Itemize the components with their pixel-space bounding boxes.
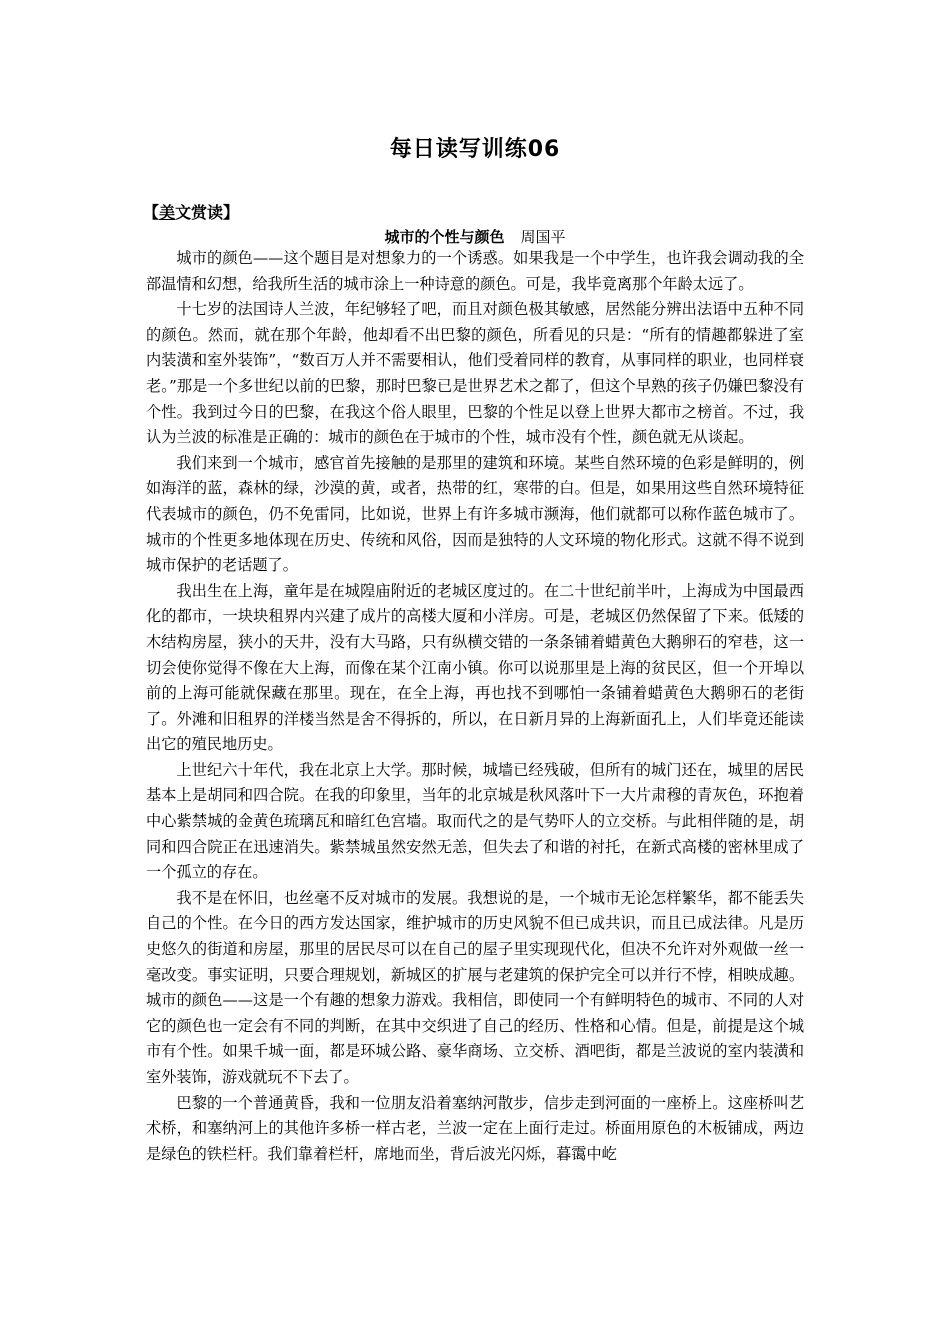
- document-title: 每日读写训练06: [389, 137, 561, 162]
- article-body: [146, 246, 804, 1167]
- paragraph: 我们来到一个城市，感官首先接触的是那里的建筑和环境。某些自然环境的色彩是鲜明的，例如海洋的蓝，森林的绿，沙漠的黄，或者，热带的红，寒带的白。但是，如果用这些自然环境特征代表城市的颜色，仍不免雷同，比如说，世界上有许多城市濒海，他们就都可以称作蓝色城市了。城市的个性更多地体现在历史、传统和风俗，因而是独特的人文环境的物化形式。这就不得不说到城市保护的老话题了。: [146, 453, 804, 575]
- section-label-mark: 美: [159, 203, 176, 222]
- paragraph: 城市的颜色——这个题目是对想象力的一个诱惑。如果我是一个中学生，也许我会调动我的全部温情和幻想，给我所生活的城市涂上一种诗意的颜色。可是，我毕竟离那个年龄太远了。: [146, 249, 804, 293]
- article-heading: [0, 226, 950, 247]
- paragraph: 我出生在上海，童年是在城隍庙附近的老城区度过的。在二十世纪前半叶，上海成为中国最西化的都市，一块块租界内兴建了成片的高楼大厦和小洋房。可是，老城区仍然保留了下来。低矮的木结构房屋，狭小的天井，没有大马路，只有纵横交错的一条条铺着蜡黄色大鹅卵石的窄巷，这一切会使你觉得不像在大上海，而像在某个江南小镇。你可以说那里是上海的贫民区，但一个开埠以前的上海可能就保藏在那里。现在，在全上海，再也找不到哪怕一条铺着蜡黄色大鹅卵石的老街了。外滩和旧租界的洋楼当然是舍不得拆的，所以，在日新月异的上海新面孔上，人们毕竟还能读出它的殖民地历史。: [146, 581, 804, 754]
- paragraph: 我不是在怀旧，也丝毫不反对城市的发展。我想说的是，一个城市无论怎样繁华，都不能丢失自己的个性。在今日的西方发达国家，维护城市的历史风貌不但已成共识，而且已成法律。凡是历史悠久的街道和房屋，那里的居民尽可以在自己的屋子里实现现代化，但决不允许对外观做一丝一毫改变。事实证明，只要合理规划，新城区的扩展与老建筑的保护完全可以并行不悖，相映成趣。城市的颜色——这是一个有趣的想象力游戏。我相信，即使同一个有鲜明特色的城市、不同的人对它的颜色也一定会有不同的判断，在其中交织进了自己的经历、性格和心情。但是，前提是这个城市有个性。如果千城一面，都是环城公路、豪华商场、立交桥、酒吧街，都是兰波说的室内装潢和室外装饰，游戏就玩不下去了。: [146, 888, 804, 1086]
- paragraph: 上世纪六十年代，我在北京上大学。那时候，城墙已经残破，但所有的城门还在，城里的居民基本上是胡同和四合院。在我的印象里，当年的北京城是秋风落叶下一大片肃穆的青灰色，环抱着中心紫禁城的金黄色琉璃瓦和暗红色宫墙。取而代之的是气势吓人的立交桥。与此相伴随的是，胡同和四合院正在迅速消失。紫禁城虽然安然无恙，但失去了和谐的衬托，在新式高楼的密林里成了一个孤立的存在。: [146, 760, 804, 882]
- section-label-open: 【: [143, 203, 160, 222]
- section-label-rest: 文赏读】: [175, 203, 240, 222]
- article-author: 周国平: [520, 228, 566, 246]
- article-title: 城市的个性与颜色: [384, 228, 505, 246]
- paragraph: 十七岁的法国诗人兰波，年纪够轻了吧，而且对颜色极其敏感，居然能分辨出法语中五种不同的颜色。然而，就在那个年龄，他却看不出巴黎的颜色，所看见的只是：“所有的情趣都躲进了室内装潢和室外装饰”，“数百万人并不需要相认，他们受着同样的教育，从事同样的职业，也同样衰老。”那是一个多世纪以前的巴黎，那时巴黎已是世界艺术之都了，但这个早熟的孩子仍嫌巴黎没有个性。我到过今日的巴黎，在我这个俗人眼里，巴黎的个性足以登上世界大都市之榜首。不过，我认为兰波的标准是正确的：城市的颜色在于城市的个性，城市没有个性，颜色就无从谈起。: [146, 300, 804, 447]
- paragraph: 巴黎的一个普通黄昏，我和一位朋友沿着塞纳河散步，信步走到河面的一座桥上。这座桥叫艺术桥，和塞纳河上的其他许多桥一样古老，兰波一定在上面行走过。桥面用原色的木板铺成，两边是绿色的铁栏杆。我们靠着栏杆，席地而坐，背后波光闪烁，暮霭中屹: [146, 1093, 804, 1163]
- section-label: [143, 200, 239, 223]
